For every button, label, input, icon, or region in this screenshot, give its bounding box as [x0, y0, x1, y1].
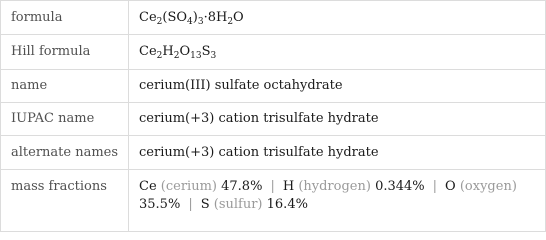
formula-subscript: 4	[187, 16, 193, 27]
fraction-symbol: O	[445, 179, 456, 194]
formula-subscript: 2	[227, 16, 234, 27]
table-row-mass-fractions	[1, 170, 546, 232]
fraction-percent: 35.5%	[139, 197, 181, 212]
fraction-symbol: S	[200, 197, 210, 212]
fraction-percent: 47.8%	[221, 179, 263, 194]
name-value: cerium(III) sulfate octahydrate	[129, 70, 546, 103]
fraction-element: (oxygen)	[459, 179, 517, 194]
fraction-separator: |	[432, 179, 438, 194]
fraction-element: (hydrogen)	[298, 179, 371, 194]
hill-formula-value	[129, 35, 546, 70]
iupac-name-value: cerium(+3) cation trisulfate hydrate	[129, 103, 546, 136]
fraction-percent: 0.344%	[375, 179, 425, 194]
formula-subscript: 2	[173, 51, 180, 61]
fraction-symbol: Ce	[139, 179, 157, 194]
table-row-iupac-name	[1, 103, 546, 136]
table-row-name	[1, 70, 546, 103]
table-row-formula	[1, 1, 546, 35]
fraction-separator: |	[270, 179, 275, 194]
table-row-alternate-names	[1, 136, 546, 170]
row-label: alternate names	[1, 136, 129, 170]
formula-part: S	[201, 44, 211, 59]
formula-part: O	[233, 9, 244, 25]
fraction-element: (cerium)	[160, 179, 217, 194]
fraction-percent: 16.4%	[266, 197, 308, 212]
formula-subscript: 2	[156, 51, 163, 61]
formula-part: Ce	[139, 44, 157, 59]
formula-part: O	[179, 44, 191, 59]
alternate-names-value: cerium(+3) cation trisulfate hydrate	[129, 136, 546, 170]
row-label: name	[1, 70, 129, 103]
row-label: IUPAC name	[1, 103, 129, 136]
mass-fractions-value	[129, 170, 546, 232]
formula-part: ·8H	[203, 9, 228, 25]
formula-part: Ce	[139, 9, 157, 25]
table-row-hill-formula	[1, 35, 546, 70]
formula-part: (SO	[162, 9, 188, 25]
formula-subscript: 3	[197, 16, 204, 27]
formula-subscript: 13	[190, 51, 202, 61]
row-label: Hill formula	[1, 35, 129, 70]
fraction-symbol: H	[282, 179, 295, 194]
row-label: mass fractions	[1, 170, 129, 232]
fraction-separator: |	[188, 197, 193, 212]
formula-subscript: 3	[210, 51, 217, 61]
fraction-element: (sulfur)	[213, 197, 263, 212]
formula-value	[129, 1, 546, 35]
formula-part: )	[192, 9, 198, 25]
formula-subscript: 2	[156, 16, 163, 27]
row-label: formula	[1, 1, 129, 35]
formula-part: H	[162, 44, 174, 59]
